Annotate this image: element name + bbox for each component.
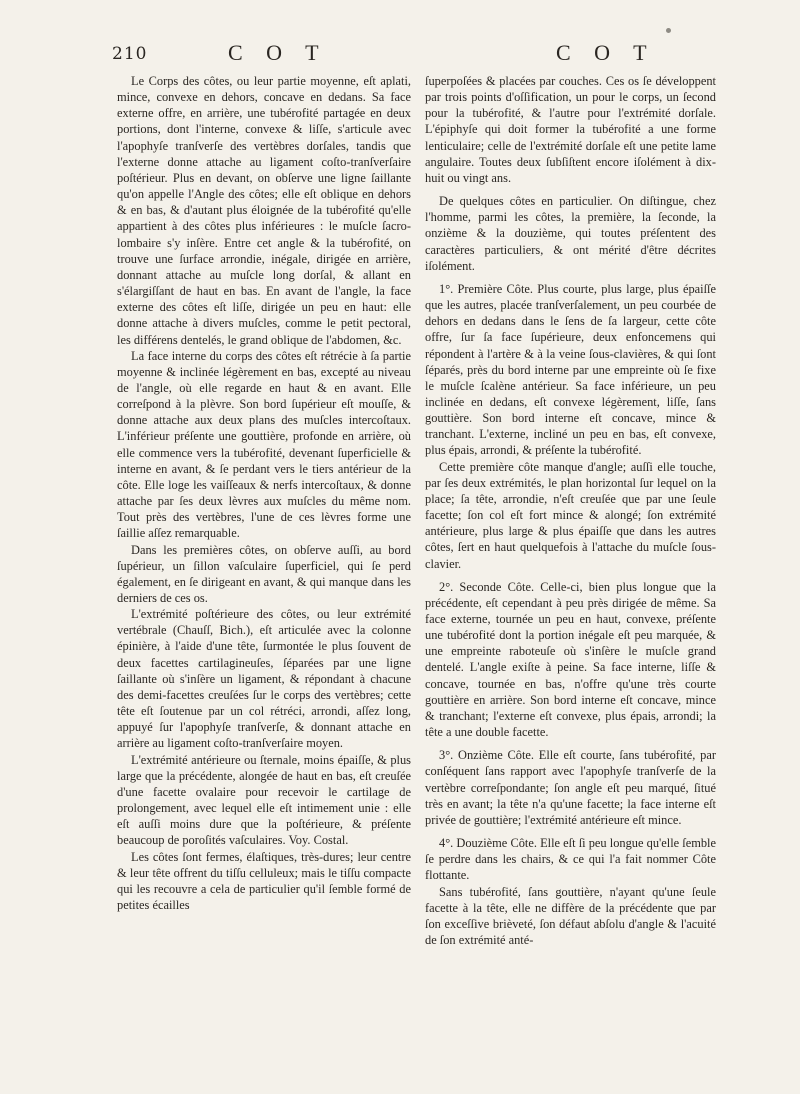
paragraph-face-interne: La face interne du corps des côtes eſt rétrécie à ſa partie moyenne & inclinée légèrement en bas, excepté au niveau de l'angle, où elle regarde en haut & en avant. Elle correſpond à la plèvre. Son bord ſupérieur eſt mouſſe, & donne attache aux deux plans des muſcles intercoſtaux. L'inférieur préſente une gouttière, profonde en arrière, où elle commence vers la tubérofité, devenant ſuperficielle & interne en avant, & ſe perdant vers le tiers antérieur de la côte. Elle loge les vaiſſeaux & nerfs intercoſtaux, & donne attache par ſes deux lèvres aux muſcles du même nom. Tout près des vertèbres, l'une de ces lèvres forme une ſaillie aſſez remarquable. — [117, 348, 411, 541]
paragraph-extremite-anterieure: L'extrémité antérieure ou ſternale, moins épaiſſe, & plus large que la précédente, alongée de haut en bas, eſt creuſée d'une facette ovalaire pour recevoir le cartilage de prolongement, avec lequel elle eſt intimement unie : elle eſt auſſi moins dure que la poſtérieure, & préſente beaucoup de poroſités vaſculaires. Voy. Costal. — [117, 752, 411, 848]
running-head-left: C O T — [228, 40, 328, 65]
running-head-right: C O T — [556, 40, 656, 65]
paragraph-seconde-cote: 2°. Seconde Côte. Celle-ci, bien plus longue que la précédente, eſt cependant à peu près dirigée de même. Sa face externe, tournée un peu en haut, convexe, préſente une tubérofité dont la portion inégale eſt peu marquée, & une empreinte raboteuſe où s'inſère le muſcle grand dentelé. L'angle exiſte à peine. Sa face interne, liſſe & concave, tournée en bas, n'offre qu'une très courte gouttière en arrière. Son bord interne eſt concave, mince & tranchant; l'externe eſt convexe, plus épais, arrondi; la tête a une double facette. — [425, 579, 716, 740]
ink-speck — [666, 28, 671, 33]
paragraph-premieres-cotes: Dans les premières côtes, on obſerve auſſi, au bord ſupérieur, un ſillon vaſculaire ſuperficiel, qui ſe perd également, en ſe dirigeant en avant, & qui manque dans les derniers de ces os. — [117, 542, 411, 605]
paragraph-corps-des-cotes: Le Corps des côtes, ou leur partie moyenne, eſt aplati, mince, convexe en dehors, concave en dedans. Sa face externe offre, en arrière, une tubérofité partagée en deux portions, dont l'interne, convexe & liſſe, s'articule avec l'apophyſe tranſverſe des vertèbres dorſales, tandis que l'externe donne attache au ligament coſto-tranſverſaire poſtérieur. Plus en devant, on obſerve une ligne ſaillante qu'on appelle l'Angle des côtes; elle eſt oblique en dehors & en bas, & d'autant plus éloignée de la tubérofité qu'elle appartient à des côtes plus inférieures : le muſcle ſacro-lombaire s'y inſère. Entre cet angle & la tubérofité, on trouve une ſurface arrondie, inégale, dirigée en arrière, donnant attache au muſcle long dorſal, & allant en s'élargiſſant de haut en bas. En avant de l'angle, la face externe des côtes eſt liſſe, dirigée un peu en haut: elle donne attache à divers muſcles, comme le petit pectoral, les différens dentelés, le grand oblique de l'abdomen, &c. — [117, 74, 411, 347]
paragraph-premiere-cote: 1°. Première Côte. Plus courte, plus large, plus épaiſſe que les autres, placée tranſverſalement, un peu courbée de dehors en dedans dans le ſens de ſa largeur, cette côte offre, ſur ſa face ſupérieure, deux enfoncemens qui répondent à l'artère & à la veine ſous-clavières, & qui ſont ſéparés, près du bord interne par une empreinte où ſe fixe le muſcle ſcalène antérieur. Sa face inférieure, un peu inclinée en dedans, eſt convexe légèrement, liſſe, ſans gouttière. Son bord interne eſt concave, mince & tranchant. L'externe, incliné un peu en bas, eſt convexe, plus épais, arrondi, & préſente la tubérofité. — [425, 281, 716, 458]
paragraph-extremite-posterieure: L'extrémité poſtérieure des côtes, ou leur extrémité vertébrale (Chauſſ, Bich.), eſt articulée avec la colonne épinière, à l'aide d'une tête, ſurmontée le plus ſouvent de deux facettes cartilagineuſes, ſéparées par une ligne ſaillante où s'inſère un ligament, & répondant à chacune des demi-facettes creuſées ſur le corps des vertèbres; cette tête eſt ſoutenue par un col rétréci, arrondi, aſſez long, appuyé ſur l'apophyſe tranſverſe, & donnant attache en arrière au ligament coſto-tranſverſaire moyen. — [117, 607, 411, 751]
paragraph-quelques-cotes: De quelques côtes en particulier. On diſtingue, chez l'homme, parmi les côtes, la première, la ſeconde, la onzième & la douzième, qui toutes préſentent des caractères particuliers, & ont mérité d'être décrites iſolément. — [425, 194, 716, 273]
paragraph-douzieme-cote-suite: Sans tubérofité, ſans gouttière, n'ayant qu'une ſeule facette à la tête, elle ne diffère de la précédente que par ſon exceſſive brièveté, ſon défaut abſolu d'angle & l'acuité de ſon extrémité anté- — [425, 884, 716, 947]
paragraph-continuation: ſuperpoſées & placées par couches. Ces os ſe développent par trois points d'oſſification, un pour le corps, un ſecond pour la tubérofité, & l'autre pour l'extrémité dorſale. L'épiphyſe qui doit former la tubérofité a une forme lenticulaire; celle de l'extrémité dorſale eſt une petite lame angulaire. Toutes deux ſubſiſtent encore iſolément à dix-huit ou vingt ans. — [425, 74, 716, 185]
paragraph-texture-des-cotes: Les côtes ſont fermes, élaſtiques, très-dures; leur centre & leur tête offrent du tiſſu celluleux; mais le tiſſu compacte qui les recouvre a cela de particulier qu'il ſemble formé de petites écailles — [117, 849, 411, 912]
paragraph-onzieme-cote: 3°. Onzième Côte. Elle eſt courte, ſans tubérofité, par conſéquent ſans rapport avec l'apophyſe tranſverſe de la vertèbre correſpondante; ſon angle eſt peu marqué, ſitué très en avant; la tête n'a qu'une facette; la face interne eſt privée de gouttière; l'extrémité antérieure eſt mince. — [425, 748, 716, 827]
paragraph-douzieme-cote: 4°. Douzième Côte. Elle eſt ſi peu longue qu'elle ſemble ſe perdre dans les chairs, & ce qui l'a fait nommer Côte flottante. — [425, 836, 716, 883]
right-column — [425, 73, 716, 948]
page-number: 210 — [112, 44, 148, 64]
paragraph-premiere-cote-angle: Cette première côte manque d'angle; auſſi elle touche, par ſes deux extrémités, le plan horizontal ſur lequel on la place; ſa tête, arrondie, n'eſt creuſée que par une ſeule facette; ſon col eſt fort mince & alongé; ſon extrémité antérieure, plus large & plus épaiſſe que dans les autres côtes, ſert en haut quelquefois à l'attache du muſcle ſous-clavier. — [425, 459, 716, 571]
left-column — [117, 73, 411, 913]
